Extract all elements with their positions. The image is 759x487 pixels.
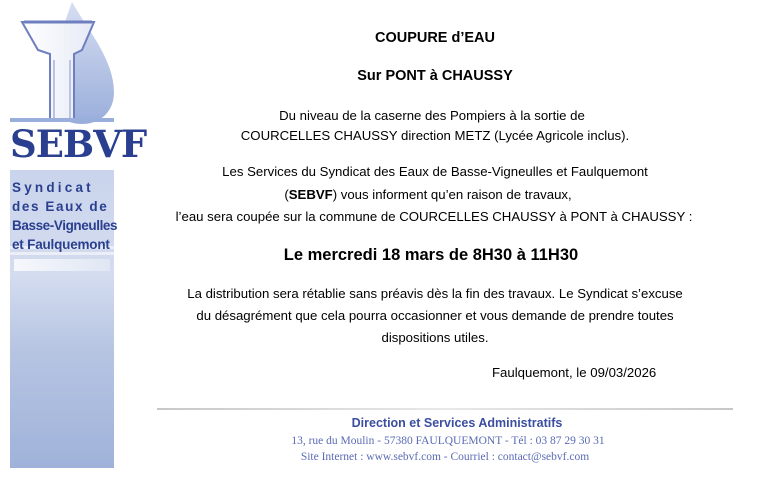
- info-line-2: [106, 187, 750, 202]
- logo-watermark: [14, 259, 110, 271]
- org-name-line-4: et Faulquemont: [12, 237, 110, 252]
- info-line-2-rest: ) vous informent qu’en raison de travaux,: [332, 187, 572, 202]
- place-and-date: Faulquemont, le 09/03/2026: [492, 365, 657, 380]
- notice-location: Sur PONT à CHAUSSY: [357, 68, 513, 84]
- zone-line-2: COURCELLES CHAUSSY direction METZ (Lycée Agricole inclus).: [240, 128, 630, 143]
- footer-address: 13, rue du Moulin - 57380 FAULQUEMONT - Tél : 03 87 29 30 31: [291, 435, 605, 447]
- zone-line-1: Du niveau de la caserne des Pompiers à la sortie de: [279, 108, 585, 123]
- info-line-2-open: (: [284, 187, 289, 202]
- restore-line-1: La distribution sera rétablie sans préavis dès la fin des travaux. Le Syndicat s’excuse: [187, 286, 683, 301]
- info-line-3: l’eau sera coupée sur la commune de COURCELLES CHAUSSY à PONT à CHAUSSY :: [175, 209, 693, 224]
- footer-title: Direction et Services Administratifs: [351, 416, 563, 430]
- logo-sidebar: [10, 0, 147, 468]
- restore-line-3: dispositions utiles.: [381, 330, 489, 345]
- notice-title: COUPURE d’EAU: [374, 30, 496, 46]
- band-stripe: [10, 252, 114, 255]
- restore-line-2: du désagrément que cela pourra occasionner et vous demande de prendre toutes: [196, 308, 674, 323]
- org-name-line-2: des Eaux de: [12, 199, 109, 214]
- org-name-line-3: Basse-Vigneulles: [12, 218, 118, 233]
- notice-content: [115, 0, 759, 487]
- sebvf-acronym: SEBVF: [10, 122, 147, 166]
- logo-band: [10, 170, 114, 468]
- sebvf-bold: SEBVF: [288, 187, 333, 202]
- info-line-1: Les Services du Syndicat des Eaux de Basse-Vigneulles et Faulquemont: [222, 164, 648, 179]
- footer-divider: [157, 408, 733, 410]
- outage-date: Le mercredi 18 mars de 8H30 à 11H30: [283, 246, 579, 264]
- org-name-line-1: Syndicat: [12, 180, 94, 195]
- footer-web-contact: Site Internet : www.sebvf.com - Courriel : contact@sebvf.com: [300, 451, 590, 463]
